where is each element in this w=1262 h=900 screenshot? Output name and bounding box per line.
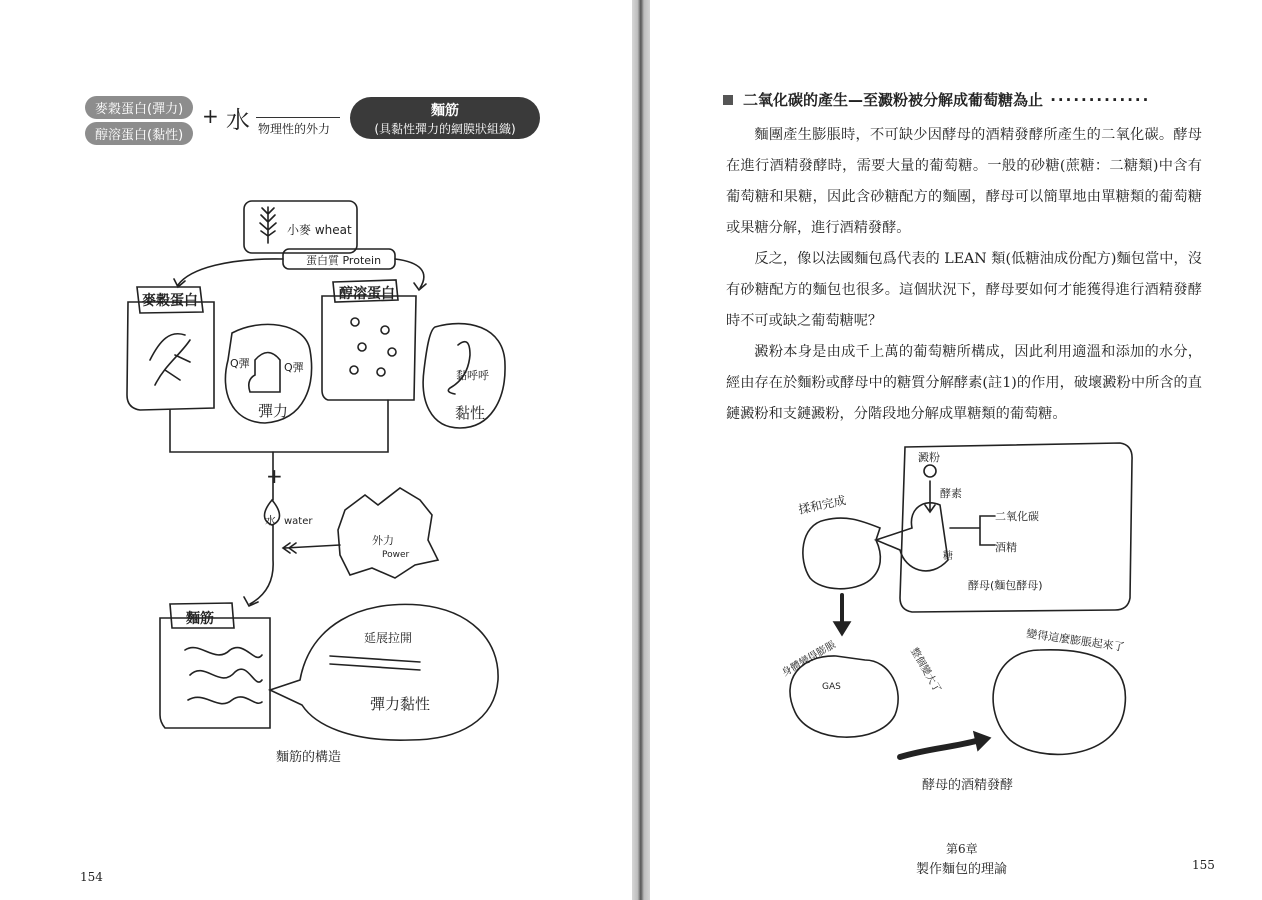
equation-plus: +: [202, 104, 219, 128]
water-drop-label: 水: [265, 514, 276, 527]
kneaded-label: 揉和完成: [797, 493, 848, 517]
q-right-label: Q彈: [284, 361, 304, 374]
yeast-label: 酵母(麵包酵母): [968, 579, 1043, 592]
glutenin-strands: [150, 334, 190, 385]
gluten-result-title: 麵筋: [431, 103, 459, 119]
enzyme-label: 酵素: [940, 487, 962, 500]
swelling-dough: [790, 656, 898, 737]
wheat-icon: [260, 207, 276, 243]
starch-label: 澱粉: [918, 451, 940, 464]
gluten-box: [160, 618, 270, 728]
bigger-label: 整個變大了: [908, 646, 943, 695]
sticky-label: 黏呼呼: [456, 369, 489, 382]
alcohol-label: 酒精: [995, 541, 1017, 554]
elastic-figure: [249, 353, 280, 393]
arrow-to-gliadin: [395, 259, 426, 290]
elastic-viscous-label: 彈力黏性: [370, 695, 431, 713]
viscosity-label: 黏性: [455, 404, 486, 422]
q-left-label: Q彈: [230, 357, 250, 370]
body-gas-label: 身體變得膨脹: [780, 639, 838, 679]
glutenin-label: 麥穀蛋白: [142, 293, 198, 309]
paragraph-1: 麵團產生膨脹時，不可缺少因酵母的酒精發酵所產生的二氧化碳。酵母在進行酒精發酵時，需要大量的葡萄糖。一般的砂糖(蔗糖：二糖類)中含有葡萄糖和果糖，因此含砂糖配方的麵團，酵母可以簡單地由單糖類的葡萄糖或果糖分解，進行酒精發酵。: [726, 127, 1202, 236]
branch-lines: [950, 516, 995, 545]
chapter-title: 製作麵包的理論: [916, 862, 1008, 877]
elasticity-label: 彈力: [258, 402, 289, 420]
stretch-label: 延展拉開: [364, 631, 413, 645]
right-page-number: 155: [1192, 858, 1215, 872]
glutenin-box: [127, 302, 214, 410]
sugar-label: 糖: [943, 551, 953, 562]
force-arrow: [283, 543, 340, 553]
gas-label: GAS: [822, 682, 841, 692]
wheat-label: 小麥 wheat: [287, 223, 352, 237]
glutenin-pill: 麥穀蛋白(彈力): [85, 96, 193, 119]
stretched-dough: [330, 656, 420, 670]
equation-water: 水: [226, 106, 250, 134]
physical-force-label: 物理性的外力: [258, 122, 331, 136]
arrow-to-gluten: [244, 525, 273, 606]
down-arrow-head: [834, 622, 850, 635]
section-heading-text: 二氧化碳的產生—至澱粉被分解成葡萄糖為止: [743, 91, 1044, 109]
curved-arrow-head: [974, 732, 990, 750]
chapter-label: 第6章: [946, 842, 978, 856]
gliadin-label: 醇溶蛋白: [339, 286, 395, 302]
section-heading: 二氧化碳的產生—至澱粉被分解成葡萄糖為止 ·············: [723, 89, 1143, 110]
co2-label: 二氧化碳: [995, 510, 1039, 523]
diagram-plus: +: [266, 464, 283, 488]
gluten-label: 麵筋: [186, 611, 214, 627]
power-label: Power: [382, 550, 410, 560]
curved-arrow: [900, 740, 980, 757]
puffed-dough: [993, 650, 1125, 755]
puffed-label: 變得這麼膨脹起來了: [1025, 627, 1126, 654]
dough-ball: [803, 518, 880, 589]
gluten-network: [185, 648, 262, 704]
water-en-label: water: [284, 516, 313, 527]
arrow-to-glutenin: [174, 259, 283, 287]
gluten-result-subtitle: (具黏性彈力的網膜狀組織): [374, 122, 516, 136]
right-caption: 酵母的酒精發酵: [922, 778, 1014, 793]
starch-arrow: [925, 481, 935, 512]
force-label: 外力: [372, 534, 394, 547]
gliadin-pill: 醇溶蛋白(黏性): [85, 122, 193, 145]
paragraph-2: 反之，像以法國麵包爲代表的 LEAN 類(低糖油成份配方)麵包當中，沒有砂糖配方的麵包也很多。這個狀況下，酵母要如何才能獲得進行酒精發酵時不可或缺之葡萄糖呢？: [726, 251, 1202, 329]
left-caption: 麵筋的構造: [276, 750, 342, 765]
right-page: [650, 0, 1262, 900]
left-page-number: 154: [80, 870, 103, 884]
paragraph-3: 澱粉本身是由成千上萬的葡萄糖所構成，因此利用適溫和添加的水分，經由存在於麵粉或酵母中的糖質分解酵素(註1)的作用，破壞澱粉中所含的直鏈澱粉和支鏈澱粉，分階段地分解成單糖類的葡萄糖。: [726, 344, 1202, 422]
fermentation-diagram: [650, 0, 1262, 900]
zoom-bubble: [876, 503, 948, 571]
stretch-bubble: [270, 604, 498, 740]
gliadin-box: [322, 296, 416, 400]
protein-label: 蛋白質 Protein: [306, 254, 382, 267]
